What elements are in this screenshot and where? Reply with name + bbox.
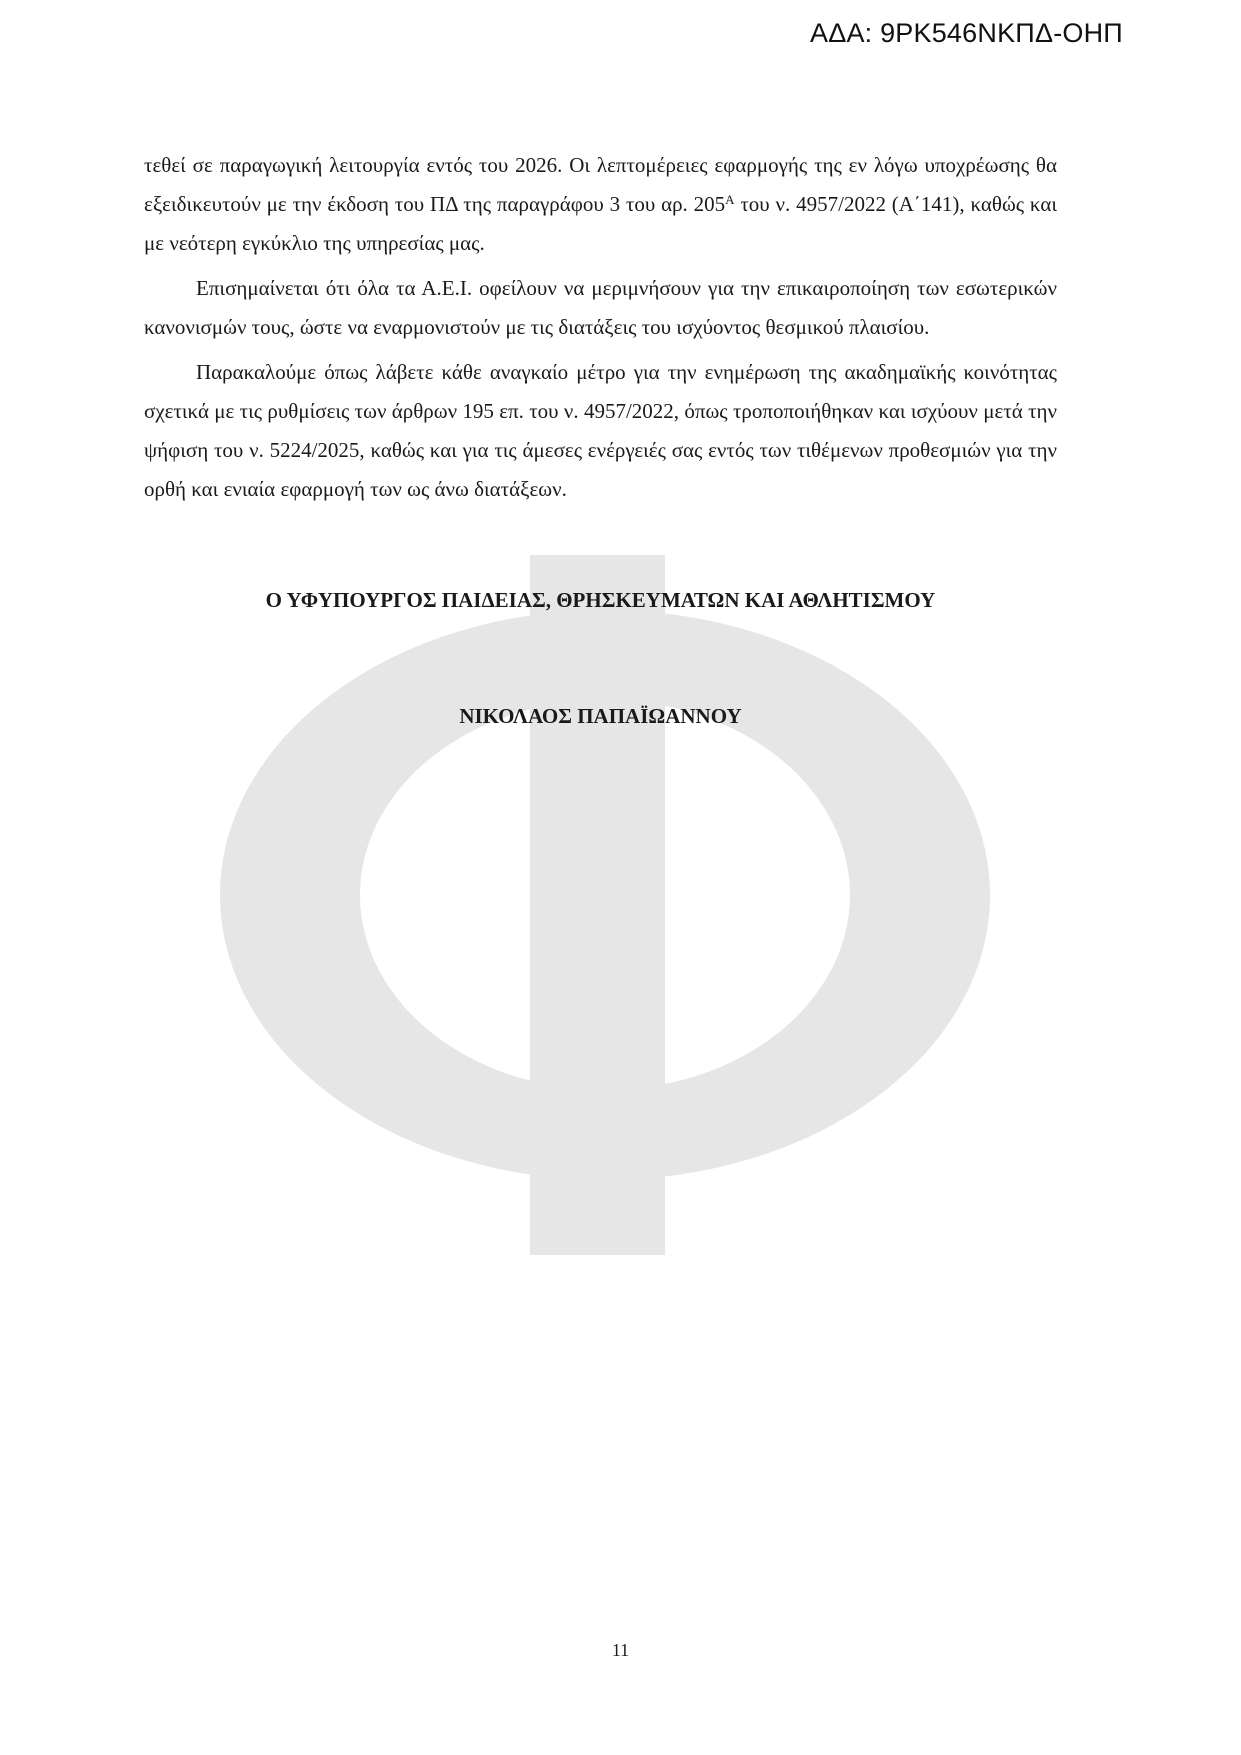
page-number: 11 (611, 1640, 630, 1660)
ada-code: ΑΔΑ: 9ΡΚ546ΝΚΠΔ-ΟΗΠ (810, 18, 1123, 48)
paragraph-1-text: τεθεί σε παραγωγική λειτουργία εντός του 2026. Οι λεπτομέρειες εφαρμογής της εν λόγω υποχρέωσης θα εξειδικευτούν με την έκδοση του ΠΔ της παραγράφου 3 του αρ. 205 (144, 153, 1057, 216)
signatory-name: ΝΙΚΟΛΑΟΣ ΠΑΠΑΪΩΑΝΝΟΥ (459, 704, 742, 728)
signatory-title: Ο ΥΦΥΠΟΥΡΓΟΣ ΠΑΙΔΕΙΑΣ, ΘΡΗΣΚΕΥΜΑΤΩΝ ΚΑΙ ΑΘΛΗΤΙΣΜΟΥ (265, 588, 936, 612)
paragraph-1 (144, 146, 1057, 263)
paragraph-1-text-end: του ν. 4957/2022 (Α΄141), καθώς και με νεότερη εγκύκλιο της υπηρεσίας μας. (144, 192, 1057, 255)
document-body (144, 146, 1057, 515)
paragraph-2: Επισημαίνεται ότι όλα τα Α.Ε.Ι. οφείλουν να μεριμνήσουν για την επικαιροποίηση των εσωτερικών κανονισμών τους, ώστε να εναρμονιστούν με τις διατάξεις του ισχύοντος θεσμικού πλαισίου. (144, 276, 1057, 339)
paragraph-1-superscript: Α (725, 192, 735, 207)
paragraph-3: Παρακαλούμε όπως λάβετε κάθε αναγκαίο μέτρο για την ενημέρωση της ακαδημαϊκής κοινότητας σχετικά με τις ρυθμίσεις των άρθρων 195 επ. του ν. 4957/2022, όπως τροποποιήθηκαν και ισχύουν μετά την ψήφιση του ν. 5224/2025, καθώς και για τις άμεσες ενέργειές σας εντός των τιθέμενων προθεσμιών για την ορθή και ενιαία εφαρμογή των ως άνω διατάξεων. (144, 360, 1057, 501)
phi-watermark-icon (220, 555, 990, 1255)
